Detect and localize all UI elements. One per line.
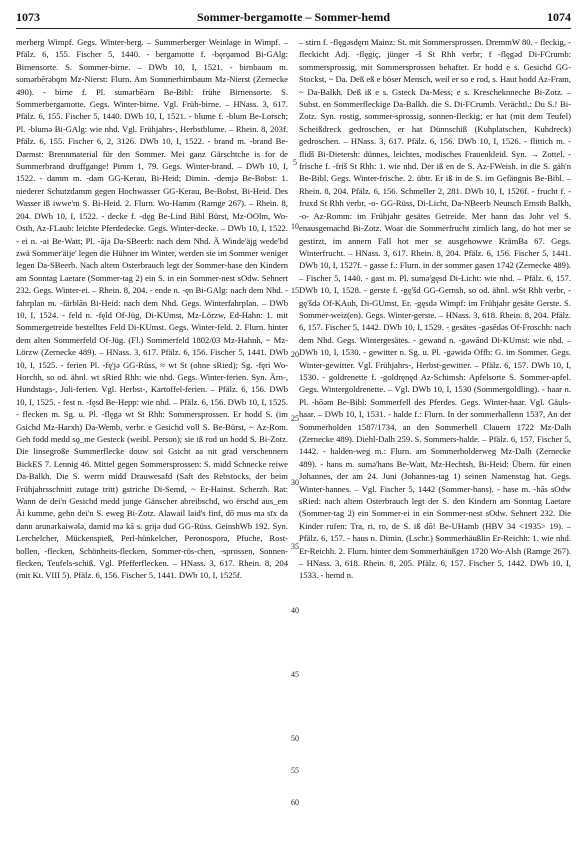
- running-title: Sommer-bergamotte – Sommer-hemd: [196, 10, 391, 24]
- line-number: 5: [293, 158, 297, 167]
- line-number: 30: [291, 478, 299, 487]
- line-number: 50: [291, 734, 299, 743]
- line-number: 60: [291, 798, 299, 807]
- right-column-text: – stirn f. -flęgǝsdęrn Mainz: St. mit Sommersprossen. DremmW 80. - fleckig, -fleckicht Adj. -flęgiç, jünger -š St Rhh verbr; f -flęgǝd Di-FCrumb: sommersprossig, mit Sommersprossen behaftet. Er hodd e s. Gesichd GG-Stockst, ~ Da. Deß eß e böser Mensch, weil er so e rod, s. Haut hodd Az-Fram, ~ Da-Balkh. Deß iß e s. Gsteck Da-Mess; e s. Krescheknneche Bi-Zotz. – Subst. en Sommerfleckige Da-Balkh. die S. Di-FCrumb. Verächtl.: Du S.! Bi-Zotz. Syn. rostig, sommer-sprossig, sonnen-fleckig; er hat (mit dem Teufel) Scheißdreck gedroschen, er hat Dünnschiß (Kuhplatschen, Kuhdreck) gedroschen. – HNass. 3, 617. Pfälz. 6, 156. DWb 10, I, 1526. - flittich m. -flidš Bi-Dietersh: dünnes, leichtes, modisches Frauenkleid. Syn. → Zottel. - frische f. -friš St Rhh: 1. wie nhd. Der iß en de S. Az-FWeish. in die S. gäh'n Be-Bibl. Gegs. Winter-frische. 2. übtr. Er iß in de S. im Gefängnis Be-Bibl. – Rhein. 8, 204. Pfälz. 6, 156. Schmeller 2, 281. DWb 10, I, 1526f. - frucht f. -fruxd St Rhh verbr, -o- GG-Rüss, Di-Licht, Da-NBeerb Neutsch Ernsth Balkh, -o- Az-Romm: im Frühjahr gesätes Getreide. Mer hann das Johr vel S. enausgemachd Bi-Zotz. Woar die Sommerfrucht zimlich lang, do hot mer se gestirzt, im annern Fall hot mer se ausgehowwe KrämBa 67. Gegs. Winterfrucht. – HNass. 3, 617. Rhein. 8, 204. Pfälz. 6, 156. Fischer 5, 1441. DWb 10, I, 1527f. - gasse f.: Flurn. in der sommer gasen 1742 (Zernecke 489). – Fischer 5, 1440. - gast m. Pl. sumǝ'gęsd Di-Licht: wie nhd. – Pfälz. 6, 157. DWb 10, I, 1528. - gerste f. -gę'šd GG-Gernsh, so od. ähnl. wSt Rhh verbr, -gę'šdǝ Of-KAuh, Di-GUmst, Er. -gęsdǝ Wimpf: im Frühjahr gesäte Gerste. S. Sommer-weiz(en). Gegs. Winter-gerste. – HNass. 3, 618. Rhein. 8, 204. Pfälz. 6, 157. Fischer 5, 1442. DWb 10, I, 1529. - gesätes -gǝsēdǝs Of-Froschh: nach dem Nhd. Gegs. Wintergesätes. - gewand n. -gǝwānd Di-KUmst: wie nhd. – DWb 10, I, 1530. - gewitter n. Sg. u. Pl. -gǝwidǝ Offb: G. im Sommer. Gegs. Winter-gewitter. Vgl. Frühjahrs-, Herbst-gewitter. – Pfälz. 6, 157. DWb 10, I, 1530. - goldrenette f. -goldręnęd Az-Schimsh: Apfelsorte S. Sommer-apfel. Gegs. Wintergoldrenette. – Vgl. DWb 10, I, 1530 (Sommergoldling). - haar n. Pl. -hōǝm Be-Bibl: Sommerfell des Pferdes. Gegs. Winter-haar. Vgl. Gäuls-haar. – DWb 10, I, 1531. - halde f.: Flurn. In der sommerhallenn 1537, An der Sommerholden 1587/1734, an den Sommerhell Clauern 1722 Mz-Dalh (Zernecke 489). Diehl-Dalh 259. S. Sommers-halde. – Pfälz. 6, 157. Fischer 5, 1442. - halden-weg m.: Flurn. am Sommerholderweg Mz-Dalh (Zernecke 489). - hans m. sumǝ'hans Be-Watt, Mz-Hechtsh, Bi-Heid: Übern. für einen Johannes, der am 24. Juni (Johannes-tag 1) seinen Namenstag hat. Gegs. Winter-hannes. – Vgl. Fischer 5, 1442 (Sommer-hans). - hase m. -hās sOdw sRied: nach altem Osterbrauch legt der S. den Kindern am Sonntag Laetare (Sommer-tag 2) ein Sommer-ei in ein Sommer-nest sOdw. Sehnert 232. Die Kinder rufen: Tra, ri, ro, de S. iß dō! Be-UHamb (HBV 34 <1935> 19). – Pfälz. 6, 157. - haus n. Dimin. (Lschr.) Sommerhäußlin Er-Reichh: 1. wie nhd. Er-Reichh. 2. Flurn. hinter dem Sommerhäußgen 1720 Wo-Alsh (Ramge 267). – HNass. 3, 618. Rhein. 8, 205. Pfälz. 6, 157. Fischer 5, 1442. DWb 10, I, 1533. - hemd n.: [299, 37, 571, 581]
- line-number: 20: [291, 350, 299, 359]
- left-column-text: merberg Wimpf. Gegs. Winter-berg. – Summerberger Weinlage in Wimpf. – Pfälz. 6, 155. Fischer 5, 1440. - bergamotte f. -bęrǫamod Bi-GAlg: Birnensorte. S. Sommer-birne. – DWb 10, I, 1521. - birnbaum m. somǝrbērǝbǫm Mz-Nierst: Flurn. Am Sommerbirnbaum Mz-Nierst (Zernecke 490). - birne f. Pl. sumǝrbēǝrn Be-Bibl: frühe Birnensorte. S. Sommerbergamotte. Gegs. Winter-birne. Vgl. Früh-birne. – HNass. 3, 617. Pfälz. 6, 155. Fischer 5, 1440. DWb 10, I, 1521. - blume f. -blum Be-Lorsch; Pl. -blumǝ Bi-GAlg: wie nhd. Vgl. Frühjahrs-, Herbstblume. – Rhein. 8, 203f. Pfälz. 6, 155. Fischer 6, 2, 3126. DWb 10, I, 1522. - brand m. -brand Be-Darmst: Brennmaterial für den Sommer. Mei ganz Gärschtche is for de Summerbrand druffgange! Pimm 1, 79. Gegs. Winter-brand. – DWb 10, I, 1522. - damm m. -dam GG-Kerau, Bi-Heid; Dimin. -demjǝ Be-Bobst: 1. niederer Schutzdamm gegen Hochwasser GG-Kerau, Be-Bobst, Bi-Heid. Des Wasser iß iwwe'm S. Bi-Heid. 2. Flurn. Wo-Hamm (Ramge 267). – Rhein. 8, 204. DWb 10, I, 1522. - decke f. -dęg Be-Lind Bibl Bürst, Mz-OOlm, Wo-Osth, Az-FLaub: leichte Pferdedecke. Gegs. Winter-decke. – DWb 10, I, 1522. - ei n. -ai Be-Watt; Pl. -ājǝ Da-SBeerb: nach dem Nhd. Ä Winde'äjg wede'bd zwä Sommer'äije' legen die Hühner im Winter, werden sie im Sommer weniger legen Da-SBeerb. Nach altem Osterbrauch legt der Sommer-hase den Kindern am Sonntag Laetare (Sommer-tag 2) ein S. in ein Sommer-nest sOdw. Sehnert 232. Gegs. Winter-ei. – Rhein. 8, 204. - ende n. -ęn Bi-GAlg: nach dem Nhd. - fahrplan m. -färblān Bi-Heid: nach dem Nhd. Gegs. Winterfahrplan. – DWb 10, I, 1524. - feld n. -fęld Of-Jüg, Di-KUmst, Mz-Lörzw, Ed-Hahn: 1. mit Sommergetreide bestelltes Feld Di-KUmst. Gegs. Winter-feld. 2. Flurn. hinter dem alten Sommerfeld Of-Jüg. (Fl.) Sommerfeld 1802/03 Mz-Hahnh, ~ Mz-Lörzw (Zernecke 489). – HNass. 3, 617. Pfälz. 6, 156. Fischer 5, 1441. DWb 10, I, 1525. - ferien Pl. -fę'jǝ GG-Rüss, ≈ wt St (ohne sRied); Sg. -fęri Wo-Horchh, so od. ähnl. wt sRied Rhh: wie nhd. Gegs. Winter-ferien. Syn. Ärn-, Hundstags-, Juli-ferien. Vgl. Herbst-, Kartoffel-ferien. – Pfälz. 6, 156. DWb 10, I, 1525. - fest n. -fęsd Be-Hepp: wie nhd. – Pfälz. 6, 156. DWb 10, I, 1525. - flecken m. Sg. u. Pl. -flęgǝ wt St Rhh: Sommersprossen. Er hodd S. (im Gsichd Mz-Harxh) Da-Wemb, verbr. e Gesichd voll S. Be-Bürst, ~ Az-Rom. Geh fodd medd sǫ_me Gesteck (weibl. Person); sie iß rod un hodd S. Bi-Zotz. Die linsegroße Summerflecke douw soi Gsicht aa nit grad verschennern BickES 7. Lennig 46. Mittel gegen Sommersprossen: S. midd Schnecke reiwe Da-Balkh. Die S. werrn midd Drauwesafd (Saft des Rebstocks, der beim Frühjahrsschnitt zutage tritt) gstriche Di-Semd, ~ Er-Hainst. Scherzh. Rat: Wann de dei'n Gesichd medd junge Gänscher abreibschd, wo ërschd aus_em Äi kumme, gehn dei'n S. eweg Bi-Zotz. Alawail laid's finf, dō mus mǝ sīx da dann arunǝrkaiwǝlǝ, damid mǝ kā s. grijǝ dud GG-Rüss. GeinshWb 192. Syn. Lerchelcher, Mückenspieß, Perl-hünkelcher, Peronospora, Pfuche, Rost-bollen, -flecken, Schönheits-flecken, Sommer-rös-chen, -sprossen, Sonnen-flecken, Teufels-schiß. Vgl. Pfefferflecken. – HNass. 3, 617. Rhein. 8, 204 (mit Kt. VIII 5). Pfälz. 6, 156. Fischer 5, 1441. DWb 10, I, 1525f.: [16, 37, 288, 581]
- line-number: 35: [291, 542, 299, 551]
- left-column: [16, 36, 288, 844]
- page-number-right: 1074: [547, 10, 571, 24]
- line-number: 55: [291, 766, 299, 775]
- line-number: 45: [291, 670, 299, 679]
- line-number: 10: [291, 222, 299, 231]
- line-number: 15: [291, 286, 299, 295]
- header-rule: [16, 28, 571, 29]
- line-number: 40: [291, 606, 299, 615]
- page-number-left: 1073: [16, 10, 40, 24]
- line-number: 25: [291, 414, 299, 423]
- page-header: [16, 10, 571, 26]
- right-column: [299, 36, 571, 844]
